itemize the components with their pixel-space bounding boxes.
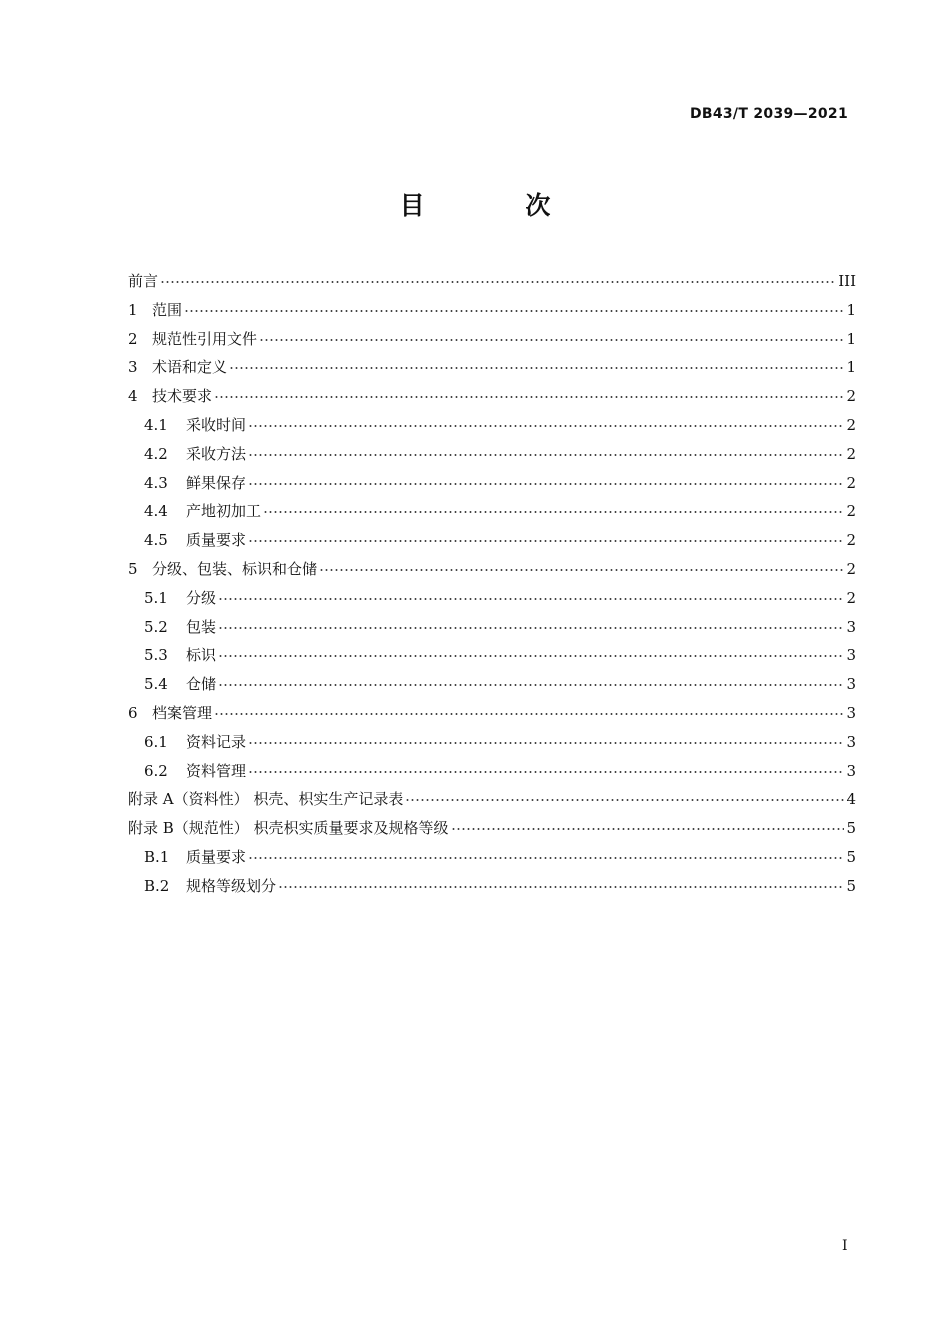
toc-entry[interactable] <box>128 613 856 642</box>
dot-leader <box>184 308 844 314</box>
toc-entry-page: 1 <box>846 358 856 377</box>
dot-leader <box>248 538 844 544</box>
dot-leader <box>451 826 845 832</box>
toc-entry-page: 2 <box>846 387 856 406</box>
table-of-contents <box>128 267 856 901</box>
toc-entry-page: 3 <box>846 617 856 636</box>
dot-leader <box>405 797 844 803</box>
toc-entry-number: 4.3 <box>144 473 168 492</box>
toc-entry[interactable] <box>128 728 856 757</box>
toc-entry-title: 质量要求 <box>186 531 247 550</box>
toc-entry-number: 2 <box>128 329 138 348</box>
toc-entry-number: 4.2 <box>144 444 168 463</box>
dot-leader <box>248 740 844 746</box>
toc-entry-page: 2 <box>846 531 856 550</box>
toc-entry-page: 2 <box>846 473 856 492</box>
toc-entry-title: 规范性引用文件 <box>152 329 258 348</box>
toc-entry-title: 产地初加工 <box>186 502 262 521</box>
toc-entry-page: 2 <box>846 559 856 578</box>
toc-entry-page: 3 <box>846 703 856 722</box>
dot-leader <box>248 855 844 861</box>
toc-entry-page: 2 <box>846 444 856 463</box>
toc-entry-number: 3 <box>128 358 138 377</box>
dot-leader <box>263 509 844 515</box>
toc-entry-title: 范围 <box>152 300 183 319</box>
toc-entry-page: 2 <box>846 588 856 607</box>
dot-leader <box>248 423 844 429</box>
dot-leader <box>214 394 844 400</box>
toc-entry-page: 3 <box>846 761 856 780</box>
toc-entry-number: 5.4 <box>144 675 168 694</box>
dot-leader <box>218 682 844 688</box>
toc-entry-page: 4 <box>846 790 856 809</box>
toc-entry-title: 标识 <box>186 646 217 665</box>
toc-entry-number: 6.2 <box>144 761 168 780</box>
toc-entry-title: 技术要求 <box>152 387 213 406</box>
toc-entry-number: B.1 <box>144 847 170 866</box>
toc-entry[interactable] <box>128 641 856 670</box>
toc-entry-page: 2 <box>846 415 856 434</box>
toc-entry-number: 4 <box>128 387 138 406</box>
toc-entry-title: 规格等级划分 <box>186 876 277 895</box>
toc-entry[interactable] <box>128 555 856 584</box>
toc-entry-title: 鲜果保存 <box>186 473 247 492</box>
toc-entry[interactable] <box>128 497 856 526</box>
dot-leader <box>278 884 844 890</box>
toc-entry[interactable] <box>128 526 856 555</box>
page-number: I <box>842 1238 848 1254</box>
dot-leader <box>259 337 844 343</box>
toc-entry[interactable] <box>128 814 856 843</box>
toc-entry-page: 5 <box>846 847 856 866</box>
dot-leader <box>218 625 844 631</box>
toc-entry-number: 5.2 <box>144 617 168 636</box>
toc-title: 目 次 <box>399 191 597 220</box>
toc-entry-number: 4.4 <box>144 502 168 521</box>
toc-entry-number: 5.1 <box>144 588 168 607</box>
toc-entry-page: 1 <box>846 329 856 348</box>
toc-entry-number: 6.1 <box>144 732 168 751</box>
toc-entry-page: 5 <box>846 876 856 895</box>
dot-leader <box>229 365 844 371</box>
toc-entry[interactable] <box>128 584 856 613</box>
dot-leader <box>248 769 844 775</box>
toc-entry-number: 5.3 <box>144 646 168 665</box>
toc-entry-title: 仓储 <box>186 675 217 694</box>
toc-entry[interactable] <box>128 382 856 411</box>
toc-entry-title: 档案管理 <box>152 703 213 722</box>
toc-entry-number: 5 <box>128 559 138 578</box>
toc-entry[interactable] <box>128 872 856 901</box>
toc-entry-title: 前言 <box>128 272 159 290</box>
toc-entry[interactable] <box>128 353 856 382</box>
toc-entry-page: 3 <box>846 675 856 694</box>
toc-entry[interactable] <box>128 670 856 699</box>
toc-entry[interactable] <box>128 325 856 354</box>
toc-entry-page: 1 <box>846 300 856 319</box>
toc-entry-number: 1 <box>128 300 138 319</box>
toc-entry[interactable] <box>128 757 856 786</box>
toc-entry-title: 资料记录 <box>186 732 247 751</box>
toc-entry-number: 4.5 <box>144 531 168 550</box>
toc-entry-page: III <box>838 272 856 290</box>
toc-entry-title: 术语和定义 <box>152 358 228 377</box>
toc-entry-page: 2 <box>846 502 856 521</box>
toc-entry[interactable] <box>128 440 856 469</box>
toc-entry-title: 附录 B（规范性） 枳壳枳实质量要求及规格等级 <box>128 819 449 838</box>
dot-leader <box>319 567 844 573</box>
toc-entry[interactable] <box>128 785 856 814</box>
toc-entry-title: 附录 A（资料性） 枳壳、枳实生产记录表 <box>128 790 404 809</box>
toc-entry[interactable] <box>128 843 856 872</box>
toc-entry-title: 分级、包装、标识和仓储 <box>152 559 318 578</box>
dot-leader <box>248 452 844 458</box>
toc-entry-title: 采收时间 <box>186 415 247 434</box>
toc-entry-title: 采收方法 <box>186 444 247 463</box>
toc-entry-page: 5 <box>846 819 856 838</box>
dot-leader <box>214 711 844 717</box>
toc-entry[interactable] <box>128 411 856 440</box>
toc-entry[interactable] <box>128 469 856 498</box>
toc-entry-number: B.2 <box>144 876 170 895</box>
toc-entry-page: 3 <box>846 732 856 751</box>
dot-leader <box>218 596 844 602</box>
toc-entry[interactable] <box>128 296 856 325</box>
dot-leader <box>218 653 844 659</box>
toc-entry-title: 包装 <box>186 617 217 636</box>
dot-leader <box>248 481 844 487</box>
dot-leader <box>160 279 836 285</box>
toc-entry-number: 6 <box>128 703 138 722</box>
toc-entry-number: 4.1 <box>144 415 168 434</box>
toc-entry[interactable] <box>128 267 856 296</box>
toc-entry[interactable] <box>128 699 856 728</box>
toc-entry-title: 资料管理 <box>186 761 247 780</box>
standard-code: DB43/T 2039—2021 <box>689 106 848 122</box>
toc-entry-page: 3 <box>846 646 856 665</box>
toc-entry-title: 分级 <box>186 588 217 607</box>
toc-entry-title: 质量要求 <box>186 847 247 866</box>
